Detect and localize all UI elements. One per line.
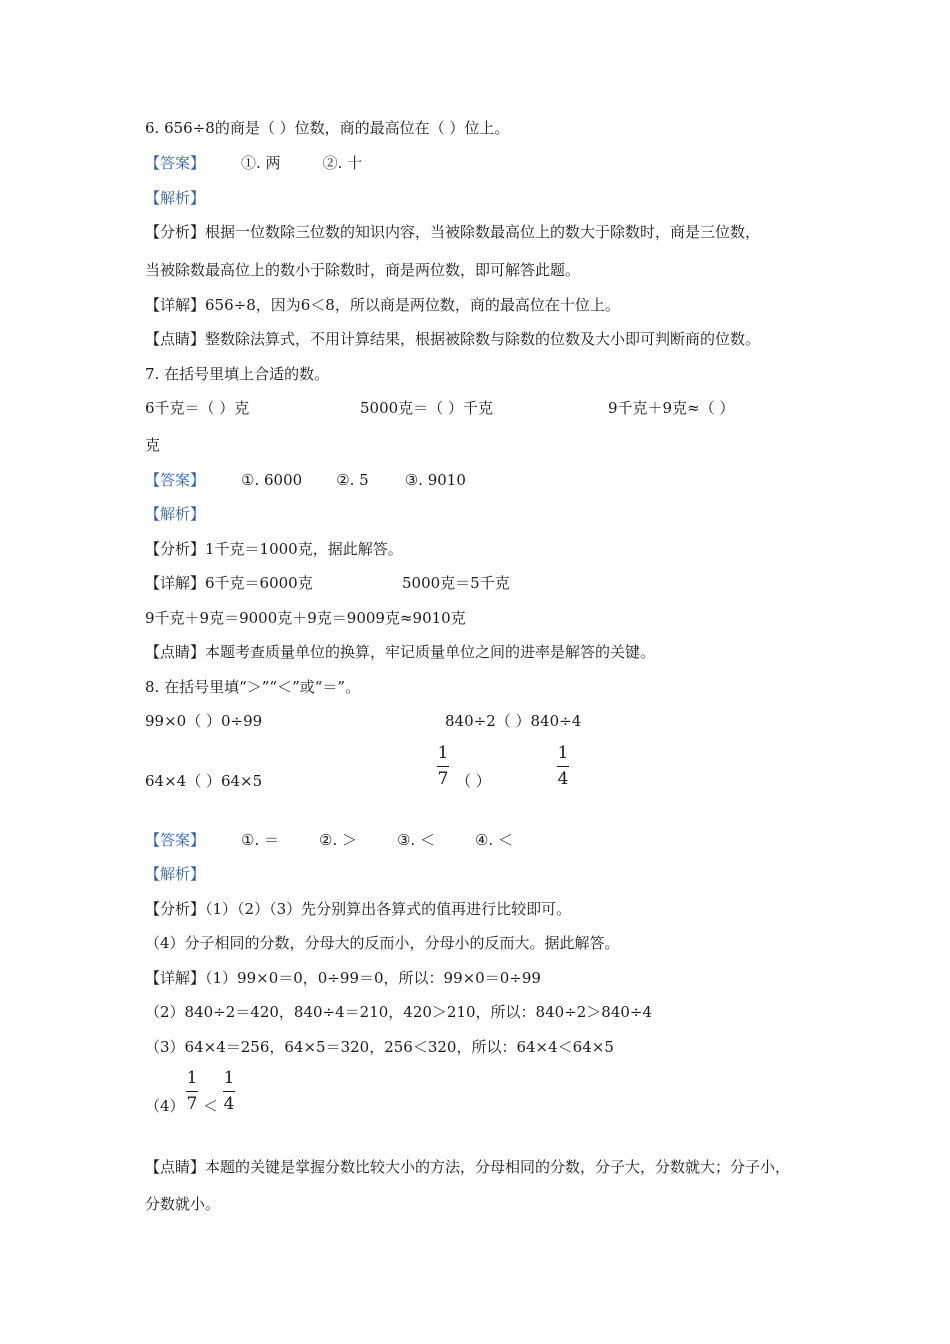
q6-answer-2: ②. 十 [322,154,363,172]
q7-answer-3: ③. 9010 [404,471,466,489]
q7-blank-2: 5000克＝（ ）千克 [360,399,493,417]
q8-detail-1: 【详解】（1）99×0＝0，0÷99＝0，所以：99×0＝0÷99 [145,969,541,987]
q6-answer-row [145,153,362,173]
q7-jiexi-label: 【解析】 [145,505,206,523]
q8-item-3: 64×4（ ）64×5 [145,772,263,790]
q8-analysis-line2: （4）分子相同的分数，分母大的反而小，分母小的反而大。据此解答。 [145,934,620,952]
q8-dianjing-line2: 分数就小。 [145,1195,221,1213]
q8-item4-fraction-left [437,744,449,789]
q8-detail4-frac-right-den: 4 [223,1094,235,1114]
q8-item4-paren: （ ） [456,772,491,790]
q8-dianjing-line1: 【点睛】本题的关键是掌握分数比较大小的方法，分母相同的分数，分子大，分数就大；分子小， [145,1158,791,1176]
q6-analysis-line2: 当被除数最高位上的数小于除数时，商是两位数，即可解答此题。 [145,261,581,279]
fraction-bar [437,766,449,767]
q8-detail4-frac-left-den: 7 [186,1094,198,1114]
q7-blank-3-unit: 克 [145,436,161,454]
q8-answer-4: ④. ＜ [474,831,513,849]
q8-item-1: 99×0（ ）0÷99 [145,712,263,730]
q7-blank-1: 6千克＝（ ）克 [145,399,250,417]
q6-answer-label: 【答案】 [145,154,206,172]
fraction-bar [557,766,569,767]
q6-dianjing: 【点睛】整数除法算式，不用计算结果，根据被除数与除数的位数及大小即可判断商的位数。 [145,330,761,348]
q8-answer-label: 【答案】 [145,831,206,849]
q7-dianjing: 【点睛】本题考查质量单位的换算，牢记质量单位之间的进率是解答的关键。 [145,643,656,661]
q8-detail4-fraction-left [186,1069,198,1114]
q8-item4-fraction-right [557,744,569,789]
q6-jiexi-label: 【解析】 [145,189,206,207]
q8-item-2: 840÷2（ ）840÷4 [445,712,582,730]
q7-answer-label: 【答案】 [145,471,206,489]
q7-detail-a: 【详解】6千克＝6000克 [145,574,313,592]
q6-answer-1: ①. 两 [241,154,281,172]
q7-question: 7. 在括号里填上合适的数。 [145,365,330,383]
q7-blank-3: 9千克＋9克≈（ ） [608,399,735,417]
q8-detail4-fraction-right [223,1069,235,1114]
q7-answer-row [145,470,466,490]
q8-item4-frac-left-den: 7 [437,769,449,789]
q8-item4-frac-right-den: 4 [557,769,569,789]
q8-item4-frac-right-num: 1 [557,743,569,763]
q6-detail: 【详解】656÷8，因为6＜8，所以商是两位数，商的最高位在十位上。 [145,296,620,314]
q8-answer-2: ②. ＞ [319,831,357,849]
q8-detail-4-symbol: ＜ [203,1097,219,1115]
q8-detail4-frac-left-num: 1 [186,1068,198,1088]
q8-answer-1: ①. ＝ [241,831,279,849]
q8-jiexi-label: 【解析】 [145,865,206,883]
q7-detail-b: 5000克＝5千克 [402,574,510,592]
q6-question: 6. 656÷8的商是（ ）位数，商的最高位在（ ）位上。 [145,119,510,137]
q8-detail-4-label: （4） [145,1097,185,1115]
q8-detail4-frac-right-num: 1 [223,1068,235,1088]
q7-detail-c: 9千克＋9克＝9000克＋9克＝9009克≈9010克 [145,609,466,627]
q8-answer-3: ③. ＜ [396,831,435,849]
q6-analysis-line1: 【分析】根据一位数除三位数的知识内容，当被除数最高位上的数大于除数时，商是三位数， [145,223,761,241]
fraction-bar [223,1091,235,1092]
q7-analysis: 【分析】1千克＝1000克，据此解答。 [145,540,403,558]
q8-detail-2: （2）840÷2＝420，840÷4＝210，420＞210，所以：840÷2＞840÷4 [145,1003,653,1021]
q8-analysis-line1: 【分析】（1）（2）（3）先分别算出各算式的值再进行比较即可。 [145,900,572,918]
fraction-bar [186,1091,198,1092]
q8-item4-frac-left-num: 1 [437,743,449,763]
q8-answer-row [145,830,513,850]
q7-answer-2: ②. 5 [336,471,369,489]
q7-answer-1: ①. 6000 [241,471,303,489]
q8-detail-3: （3）64×4＝256，64×5＝320，256＜320，所以：64×4＜64×5 [145,1038,614,1056]
q8-question: 8. 在括号里填“＞”“＜”或“＝”。 [145,678,361,696]
